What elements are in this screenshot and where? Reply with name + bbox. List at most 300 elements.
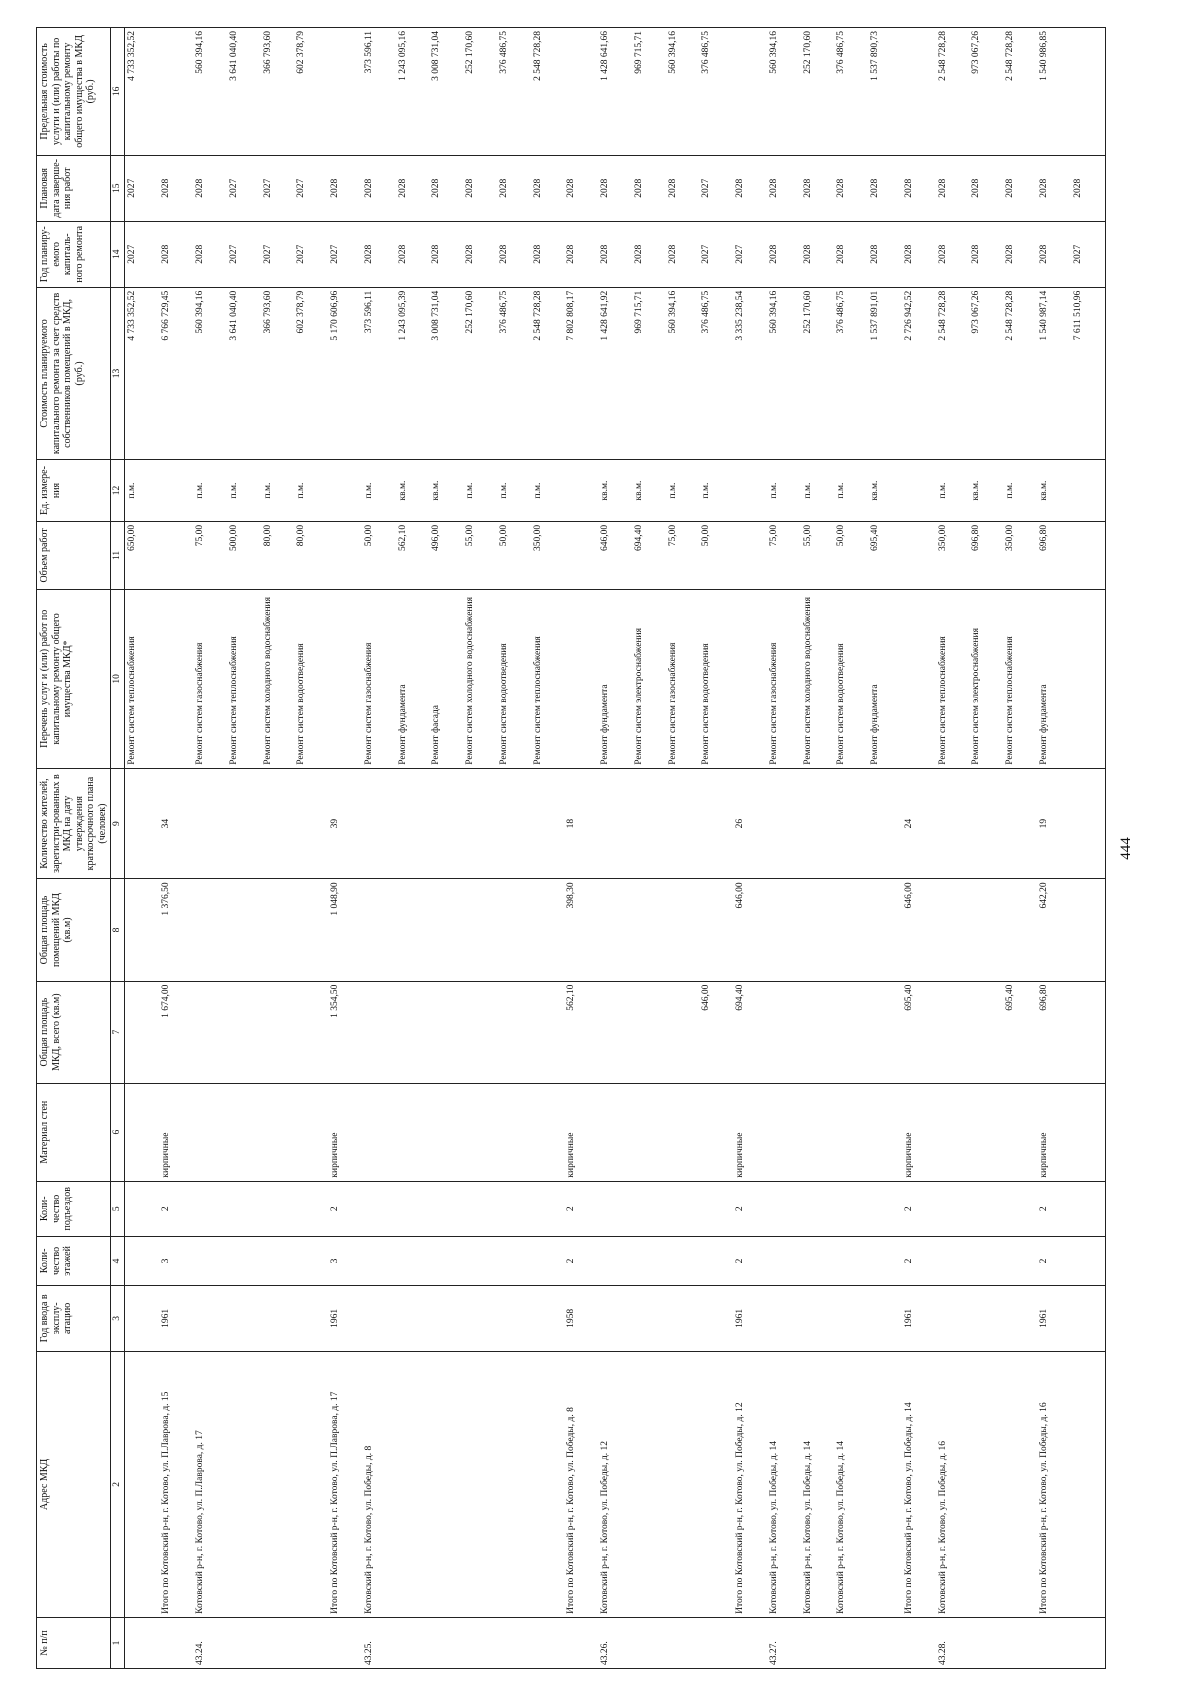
residents-cell: 24 [902, 768, 936, 879]
wall-material-cell [666, 1083, 700, 1181]
planned-cost-cell: 7 611 510,96 [1071, 287, 1106, 459]
floors-cell: 3 [159, 1236, 193, 1285]
column-number: 1 [111, 1617, 125, 1668]
floors-cell [834, 1236, 868, 1285]
work-type-cell: Ремонт фундамента [396, 589, 430, 768]
premises-area-cell [193, 879, 227, 981]
unit-cell: п.м. [699, 460, 733, 522]
floors-cell: 2 [564, 1236, 598, 1285]
header-cell: Перечень услуг и (или) работ по капитальному ремонту общего имущества МКД* [37, 589, 111, 768]
unit-cell: кв.м. [429, 460, 463, 522]
row-number-cell [227, 1617, 261, 1668]
completion-date-cell: 2027 [294, 155, 328, 221]
address-cell: Котовский р-н, г. Котово, ул. Победы, д. 12 [598, 1351, 632, 1617]
table-row [193, 28, 227, 1669]
floors-cell [261, 1236, 295, 1285]
table-row [362, 28, 396, 1669]
work-volume-cell [159, 521, 193, 589]
residents-cell [632, 768, 666, 879]
planned-cost-cell: 1 537 891,01 [868, 287, 902, 459]
premises-area-cell: 646,00 [902, 879, 936, 981]
max-cost-cell: 560 394,16 [193, 28, 227, 156]
wall-material-cell [193, 1083, 227, 1181]
work-type-cell: Ремонт систем газоснабжения [193, 589, 227, 768]
year-built-cell [936, 1285, 970, 1351]
max-cost-cell [564, 28, 598, 156]
planned-cost-cell: 366 793,60 [261, 287, 295, 459]
year-built-cell [261, 1285, 295, 1351]
wall-material-cell [531, 1083, 565, 1181]
wall-material-cell [463, 1083, 497, 1181]
planned-cost-cell: 602 378,79 [294, 287, 328, 459]
column-number: 15 [111, 155, 125, 221]
entrances-cell: 2 [733, 1181, 767, 1236]
work-volume-cell: 695,40 [868, 521, 902, 589]
residents-cell [767, 768, 801, 879]
premises-area-cell [632, 879, 666, 981]
work-type-cell: Ремонт фасада [429, 589, 463, 768]
residents-cell [969, 768, 1003, 879]
table-row [124, 28, 159, 1669]
max-cost-cell: 3 008 731,04 [429, 28, 463, 156]
planned-cost-cell: 376 486,75 [699, 287, 733, 459]
work-type-cell: Ремонт систем теплоснабжения [1003, 589, 1037, 768]
planned-cost-cell: 373 596,11 [362, 287, 396, 459]
total-area-cell [666, 981, 700, 1083]
address-cell: Итого по Котовский р-н, г. Котово, ул. Победы, д. 12 [733, 1351, 767, 1617]
planned-cost-cell: 2 548 728,28 [1003, 287, 1037, 459]
premises-area-cell [362, 879, 396, 981]
total-area-cell [362, 981, 396, 1083]
premises-area-cell [396, 879, 430, 981]
row-number-cell: 43.25. [362, 1617, 396, 1668]
planned-cost-cell: 6 766 729,45 [159, 287, 193, 459]
planned-cost-cell: 376 486,75 [497, 287, 531, 459]
floors-cell [227, 1236, 261, 1285]
year-built-cell: 1961 [1037, 1285, 1071, 1351]
year-built-cell [868, 1285, 902, 1351]
work-type-cell [328, 589, 362, 768]
premises-area-cell: 1 048,90 [328, 879, 362, 981]
table-row [666, 28, 700, 1669]
premises-area-cell [227, 879, 261, 981]
max-cost-cell: 252 170,60 [463, 28, 497, 156]
planned-year-cell: 2027 [328, 221, 362, 287]
column-number: 4 [111, 1236, 125, 1285]
work-type-cell: Ремонт систем холодного водоснабжения [463, 589, 497, 768]
entrances-cell: 2 [902, 1181, 936, 1236]
planned-year-cell: 2027 [699, 221, 733, 287]
premises-area-cell: 398,30 [564, 879, 598, 981]
residents-cell: 34 [159, 768, 193, 879]
total-area-cell [767, 981, 801, 1083]
work-volume-cell [902, 521, 936, 589]
floors-cell [969, 1236, 1003, 1285]
completion-date-cell: 2027 [227, 155, 261, 221]
premises-area-cell [294, 879, 328, 981]
floors-cell [1071, 1236, 1106, 1285]
work-volume-cell: 80,00 [261, 521, 295, 589]
completion-date-cell: 2028 [159, 155, 193, 221]
unit-cell: п.м. [666, 460, 700, 522]
unit-cell: кв.м. [632, 460, 666, 522]
work-type-cell: Ремонт систем теплоснабжения [936, 589, 970, 768]
planned-cost-cell: 3 008 731,04 [429, 287, 463, 459]
floors-cell: 2 [1037, 1236, 1071, 1285]
total-area-cell: 696,80 [1037, 981, 1071, 1083]
capital-repair-table [36, 27, 1106, 1669]
total-area-cell [531, 981, 565, 1083]
entrances-cell [1003, 1181, 1037, 1236]
unit-cell: кв.м. [969, 460, 1003, 522]
completion-date-cell: 2028 [497, 155, 531, 221]
residents-cell [1003, 768, 1037, 879]
completion-date-cell: 2028 [834, 155, 868, 221]
floors-cell: 2 [733, 1236, 767, 1285]
unit-cell: кв.м. [1037, 460, 1071, 522]
column-number: 16 [111, 28, 125, 156]
year-built-cell [1003, 1285, 1037, 1351]
row-number-cell [159, 1617, 193, 1668]
planned-cost-cell: 973 067,26 [969, 287, 1003, 459]
work-type-cell: Ремонт систем холодного водоснабжения [801, 589, 835, 768]
address-cell [632, 1351, 666, 1617]
work-type-cell: Ремонт систем водоотведения [834, 589, 868, 768]
wall-material-cell [632, 1083, 666, 1181]
row-number-cell [699, 1617, 733, 1668]
work-volume-cell: 350,00 [531, 521, 565, 589]
premises-area-cell: 1 376,50 [159, 879, 193, 981]
entrances-cell: 2 [1037, 1181, 1071, 1236]
premises-area-cell [531, 879, 565, 981]
column-number: 3 [111, 1285, 125, 1351]
address-cell [429, 1351, 463, 1617]
table-row [733, 28, 767, 1669]
residents-cell: 26 [733, 768, 767, 879]
year-built-cell [396, 1285, 430, 1351]
premises-area-cell [261, 879, 295, 981]
residents-cell [598, 768, 632, 879]
unit-cell [902, 460, 936, 522]
total-area-cell [1071, 981, 1106, 1083]
table-row [227, 28, 261, 1669]
wall-material-cell [868, 1083, 902, 1181]
address-cell: Котовский р-н, г. Котово, ул. Победы, д. 14 [834, 1351, 868, 1617]
planned-cost-cell: 5 170 606,96 [328, 287, 362, 459]
work-volume-cell [564, 521, 598, 589]
address-cell: Котовский р-н, г. Котово, ул. Победы, д. 14 [801, 1351, 835, 1617]
residents-cell [699, 768, 733, 879]
address-cell [463, 1351, 497, 1617]
table-row [598, 28, 632, 1669]
wall-material-cell [396, 1083, 430, 1181]
column-number: 9 [111, 768, 125, 879]
residents-cell [396, 768, 430, 879]
header-cell: Коли-чество подъездов [37, 1181, 111, 1236]
table-row [936, 28, 970, 1669]
row-number-cell: 43.26. [598, 1617, 632, 1668]
wall-material-cell: кирпичные [159, 1083, 193, 1181]
work-volume-cell: 75,00 [767, 521, 801, 589]
floors-cell [531, 1236, 565, 1285]
planned-year-cell: 2028 [969, 221, 1003, 287]
total-area-cell [801, 981, 835, 1083]
address-cell [531, 1351, 565, 1617]
wall-material-cell: кирпичные [902, 1083, 936, 1181]
completion-date-cell: 2028 [1037, 155, 1071, 221]
total-area-cell [834, 981, 868, 1083]
completion-date-cell: 2027 [261, 155, 295, 221]
work-volume-cell [733, 521, 767, 589]
work-type-cell: Ремонт фундамента [1037, 589, 1071, 768]
header-cell: Год планиру-емого капиталь-ного ремонта [37, 221, 111, 287]
completion-date-cell: 2028 [868, 155, 902, 221]
planned-year-cell: 2028 [362, 221, 396, 287]
total-area-cell [396, 981, 430, 1083]
wall-material-cell: кирпичные [564, 1083, 598, 1181]
residents-cell [193, 768, 227, 879]
work-volume-cell: 496,00 [429, 521, 463, 589]
unit-cell: п.м. [767, 460, 801, 522]
year-built-cell: 1961 [328, 1285, 362, 1351]
year-built-cell [598, 1285, 632, 1351]
planned-cost-cell: 2 726 942,52 [902, 287, 936, 459]
total-area-cell [193, 981, 227, 1083]
work-volume-cell [328, 521, 362, 589]
unit-cell: п.м. [936, 460, 970, 522]
table-row [396, 28, 430, 1669]
work-volume-cell: 696,80 [969, 521, 1003, 589]
year-built-cell [497, 1285, 531, 1351]
total-area-cell: 1 354,50 [328, 981, 362, 1083]
premises-area-cell [868, 879, 902, 981]
entrances-cell [429, 1181, 463, 1236]
residents-cell [868, 768, 902, 879]
year-built-cell [531, 1285, 565, 1351]
row-number-cell [531, 1617, 565, 1668]
entrances-cell [632, 1181, 666, 1236]
total-area-cell: 695,40 [902, 981, 936, 1083]
planned-year-cell: 2028 [531, 221, 565, 287]
floors-cell [666, 1236, 700, 1285]
completion-date-cell: 2028 [801, 155, 835, 221]
planned-year-cell: 2028 [463, 221, 497, 287]
premises-area-cell [429, 879, 463, 981]
completion-date-cell: 2028 [902, 155, 936, 221]
floors-cell [463, 1236, 497, 1285]
total-area-cell [868, 981, 902, 1083]
total-area-cell [294, 981, 328, 1083]
max-cost-cell [159, 28, 193, 156]
residents-cell [261, 768, 295, 879]
table-row [564, 28, 598, 1669]
table-row [261, 28, 295, 1669]
unit-cell: п.м. [362, 460, 396, 522]
max-cost-cell: 560 394,16 [767, 28, 801, 156]
completion-date-cell: 2028 [666, 155, 700, 221]
row-number-cell [666, 1617, 700, 1668]
work-type-cell: Ремонт систем газоснабжения [767, 589, 801, 768]
floors-cell [699, 1236, 733, 1285]
entrances-cell [396, 1181, 430, 1236]
planned-year-cell: 2028 [193, 221, 227, 287]
premises-area-cell [666, 879, 700, 981]
premises-area-cell [801, 879, 835, 981]
header-cell: Общая площадь МКД, всего (кв.м) [37, 981, 111, 1083]
completion-date-cell: 2028 [531, 155, 565, 221]
planned-year-cell: 2028 [767, 221, 801, 287]
planned-cost-cell: 1 540 987,14 [1037, 287, 1071, 459]
address-cell [699, 1351, 733, 1617]
planned-year-cell: 2028 [868, 221, 902, 287]
row-number-cell [969, 1617, 1003, 1668]
header-cell: Объем работ [37, 521, 111, 589]
year-built-cell: 1961 [159, 1285, 193, 1351]
work-volume-cell: 696,80 [1037, 521, 1071, 589]
planned-year-cell: 2028 [801, 221, 835, 287]
floors-cell [124, 1236, 159, 1285]
total-area-cell: 694,40 [733, 981, 767, 1083]
max-cost-cell: 602 378,79 [294, 28, 328, 156]
address-cell [666, 1351, 700, 1617]
floors-cell [767, 1236, 801, 1285]
year-built-cell: 1961 [733, 1285, 767, 1351]
column-number: 2 [111, 1351, 125, 1617]
year-built-cell [666, 1285, 700, 1351]
planned-year-cell: 2028 [902, 221, 936, 287]
premises-area-cell: 642,20 [1037, 879, 1071, 981]
address-cell: Итого по Котовский р-н, г. Котово, ул. Победы, д. 16 [1037, 1351, 1071, 1617]
table-row [1037, 28, 1071, 1669]
completion-date-cell: 2027 [124, 155, 159, 221]
column-number: 10 [111, 589, 125, 768]
year-built-cell [632, 1285, 666, 1351]
completion-date-cell: 2028 [463, 155, 497, 221]
column-number: 14 [111, 221, 125, 287]
unit-cell: п.м. [497, 460, 531, 522]
address-cell [124, 1351, 159, 1617]
entrances-cell [868, 1181, 902, 1236]
wall-material-cell: кирпичные [1037, 1083, 1071, 1181]
year-built-cell [1071, 1285, 1106, 1351]
planned-year-cell: 2028 [1037, 221, 1071, 287]
floors-cell [429, 1236, 463, 1285]
premises-area-cell [463, 879, 497, 981]
work-volume-cell: 350,00 [1003, 521, 1037, 589]
column-number: 12 [111, 460, 125, 522]
unit-cell [733, 460, 767, 522]
floors-cell [193, 1236, 227, 1285]
floors-cell [1003, 1236, 1037, 1285]
row-number-cell [124, 1617, 159, 1668]
completion-date-cell: 2028 [936, 155, 970, 221]
planned-year-cell: 2028 [834, 221, 868, 287]
wall-material-cell [767, 1083, 801, 1181]
planned-cost-cell: 3 641 040,40 [227, 287, 261, 459]
residents-cell [362, 768, 396, 879]
wall-material-cell [261, 1083, 295, 1181]
work-volume-cell: 500,00 [227, 521, 261, 589]
work-type-cell: Ремонт систем электроснабжения [969, 589, 1003, 768]
max-cost-cell: 4 733 352,52 [124, 28, 159, 156]
completion-date-cell: 2028 [733, 155, 767, 221]
entrances-cell [969, 1181, 1003, 1236]
planned-year-cell: 2028 [564, 221, 598, 287]
year-built-cell [124, 1285, 159, 1351]
work-volume-cell: 75,00 [193, 521, 227, 589]
table-row [767, 28, 801, 1669]
entrances-cell [531, 1181, 565, 1236]
max-cost-cell [733, 28, 767, 156]
work-type-cell [733, 589, 767, 768]
entrances-cell [699, 1181, 733, 1236]
work-volume-cell: 646,00 [598, 521, 632, 589]
planned-cost-cell: 560 394,16 [767, 287, 801, 459]
planned-cost-cell: 252 170,60 [463, 287, 497, 459]
table-row [497, 28, 531, 1669]
address-cell: Котовский р-н, г. Котово, ул. Победы, д. 16 [936, 1351, 970, 1617]
planned-year-cell: 2027 [733, 221, 767, 287]
total-area-cell [936, 981, 970, 1083]
work-volume-cell: 80,00 [294, 521, 328, 589]
work-type-cell: Ремонт систем газоснабжения [362, 589, 396, 768]
wall-material-cell [294, 1083, 328, 1181]
planned-cost-cell: 2 548 728,28 [936, 287, 970, 459]
unit-cell: п.м. [227, 460, 261, 522]
entrances-cell [834, 1181, 868, 1236]
max-cost-cell: 2 548 728,28 [936, 28, 970, 156]
completion-date-cell: 2028 [1003, 155, 1037, 221]
work-type-cell: Ремонт систем электроснабжения [632, 589, 666, 768]
entrances-cell [124, 1181, 159, 1236]
work-volume-cell: 50,00 [834, 521, 868, 589]
floors-cell [632, 1236, 666, 1285]
completion-date-cell: 2028 [632, 155, 666, 221]
wall-material-cell [834, 1083, 868, 1181]
header-cell: Коли-чество этажей [37, 1236, 111, 1285]
unit-cell [564, 460, 598, 522]
floors-cell [801, 1236, 835, 1285]
work-volume-cell: 55,00 [463, 521, 497, 589]
max-cost-cell: 1 243 095,16 [396, 28, 430, 156]
premises-area-cell [1003, 879, 1037, 981]
max-cost-cell: 1 537 890,73 [868, 28, 902, 156]
work-type-cell: Ремонт систем водоотведения [294, 589, 328, 768]
table-row [969, 28, 1003, 1669]
planned-cost-cell: 3 335 238,54 [733, 287, 767, 459]
unit-cell: п.м. [834, 460, 868, 522]
floors-cell: 2 [902, 1236, 936, 1285]
total-area-cell [227, 981, 261, 1083]
row-number-cell: 43.24. [193, 1617, 227, 1668]
row-number-cell [801, 1617, 835, 1668]
row-number-cell: 43.28. [936, 1617, 970, 1668]
premises-area-cell: 646,00 [733, 879, 767, 981]
row-number-cell [902, 1617, 936, 1668]
planned-year-cell: 2028 [429, 221, 463, 287]
table-row [902, 28, 936, 1669]
header-cell: Материал стен [37, 1083, 111, 1181]
column-number: 11 [111, 521, 125, 589]
work-type-cell [1071, 589, 1106, 768]
entrances-cell [767, 1181, 801, 1236]
planned-cost-cell: 4 733 352,52 [124, 287, 159, 459]
planned-cost-cell: 560 394,16 [666, 287, 700, 459]
unit-cell: п.м. [261, 460, 295, 522]
floors-cell [294, 1236, 328, 1285]
entrances-cell [294, 1181, 328, 1236]
premises-area-cell [936, 879, 970, 981]
